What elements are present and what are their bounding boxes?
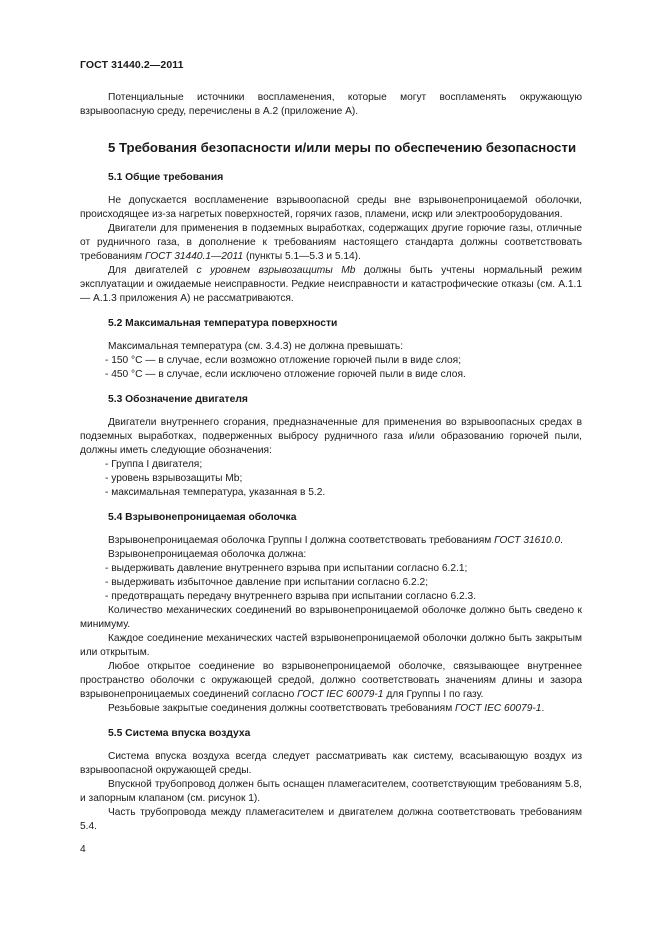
s53-paragraph-1: Двигатели внутреннего сгорания, предназначенные для применения во взрывоопасных средах в подземных выработках, подверженных выбросу рудничного газа и/или образованию горючей пыли, должны иметь следующие обозначения:	[80, 417, 582, 456]
emphasis-text: с уровнем взрывозащиты Mb	[196, 265, 356, 276]
s55-paragraph-2: Впускной трубопровод должен быть оснащен пламегасителем, соответствующим требованиям 5.8, и запорным клапаном (см. рисунок 1).	[80, 779, 582, 804]
list-item: - 450 °С — в случае, если исключено отложение горючей пыли в виде слоя.	[105, 369, 466, 380]
list-item: - уровень взрывозащиты Mb;	[105, 473, 243, 484]
s54-paragraph-4: Каждое соединение механических частей взрывонепроницаемой оболочки должно быть закрытым или открытым.	[80, 633, 582, 658]
s51-paragraph-2: Двигатели для применения в подземных выработках, содержащих другие горючие газы, отличные от рудничного газа, в дополнение к требованиям настоящего стандарта должны соответствовать требованиям ГОСТ 31440.1—2011 (пункты 5.1—5.3 и 5.14).	[80, 223, 582, 262]
section-5-1-title: 5.1 Общие требования	[108, 172, 224, 183]
s54-paragraph-6: Резьбовые закрытые соединения должны соответствовать требованиям ГОСТ IEC 60079-1.	[108, 703, 545, 714]
list-item: - выдерживать избыточное давление при испытании согласно 6.2.2;	[105, 577, 429, 588]
section-5-4-title: 5.4 Взрывонепроницаемая оболочка	[108, 512, 297, 523]
s51-paragraph-3: Для двигателей с уровнем взрывозащиты Mb должны быть учтены нормальный режим эксплуатации и ожидаемые неисправности. Редкие неисправности и катастрофические отказы (см. А.1.1 — А.1.3 приложения А) не рассматриваются.	[80, 265, 582, 304]
standard-header: ГОСТ 31440.2—2011	[80, 59, 184, 71]
section-5-2-title: 5.2 Максимальная температура поверхности	[108, 318, 338, 329]
list-item: - выдерживать давление внутреннего взрыва при испытании согласно 6.2.1;	[105, 563, 468, 574]
section-5-title: 5 Требования безопасности и/или меры по обеспечению безопасности	[108, 140, 577, 155]
list-item: - Группа I двигателя;	[105, 459, 203, 470]
page-number: 4	[80, 844, 86, 855]
s55-paragraph-3: Часть трубопровода между пламегасителем и двигателем должна соответствовать требованиям 5.4.	[80, 807, 582, 832]
gost-reference: ГОСТ IEC 60079-1	[455, 703, 542, 714]
s54-paragraph-5: Любое открытое соединение во взрывонепроницаемой оболочке, связывающее внутреннее пространство оболочки с окружающей средой, должно соответствовать значениям длины и зазора взрывонепроницаемых соединений согласно ГОСТ IEC 60079-1 для Группы I по газу.	[80, 661, 582, 700]
s54-paragraph-3: Количество механических соединений во взрывонепроницаемой оболочке должно быть сведено к минимуму.	[80, 605, 582, 630]
section-5-5-title: 5.5 Система впуска воздуха	[108, 728, 251, 739]
section-5-3-title: 5.3 Обозначение двигателя	[108, 394, 248, 405]
list-item: - 150 °С — в случае, если возможно отложение горючей пыли в виде слоя;	[105, 355, 462, 366]
gost-reference: ГОСТ 31610.0	[494, 535, 561, 546]
s54-paragraph-1: Взрывонепроницаемая оболочка Группы I должна соответствовать требованиям ГОСТ 31610.0.	[108, 535, 564, 546]
list-item: - максимальная температура, указанная в 5.2.	[105, 487, 326, 498]
gost-reference: ГОСТ IEC 60079-1	[297, 689, 384, 700]
s55-paragraph-1: Система впуска воздуха всегда следует рассматривать как систему, всасывающую воздух из взрывоопасной окружающей среды.	[80, 751, 582, 776]
s54-paragraph-2: Взрывонепроницаемая оболочка должна:	[108, 549, 307, 560]
s52-intro: Максимальная температура (см. 3.4.3) не должна превышать:	[108, 341, 404, 352]
document-body	[80, 91, 582, 834]
list-item: - предотвращать передачу внутреннего взрыва при испытании согласно 6.2.3.	[105, 591, 477, 602]
intro-paragraph: Потенциальные источники воспламенения, которые могут воспламенять окружающую взрывоопасную среду, перечислены в А.2 (приложение А).	[80, 92, 582, 117]
s51-paragraph-1: Не допускается воспламенение взрывоопасной среды вне взрывонепроницаемой оболочки, происходящее из-за нагретых поверхностей, горячих газов, пламени, искр или электрооборудования.	[80, 195, 582, 220]
gost-reference: ГОСТ 31440.1—2011	[145, 251, 244, 262]
